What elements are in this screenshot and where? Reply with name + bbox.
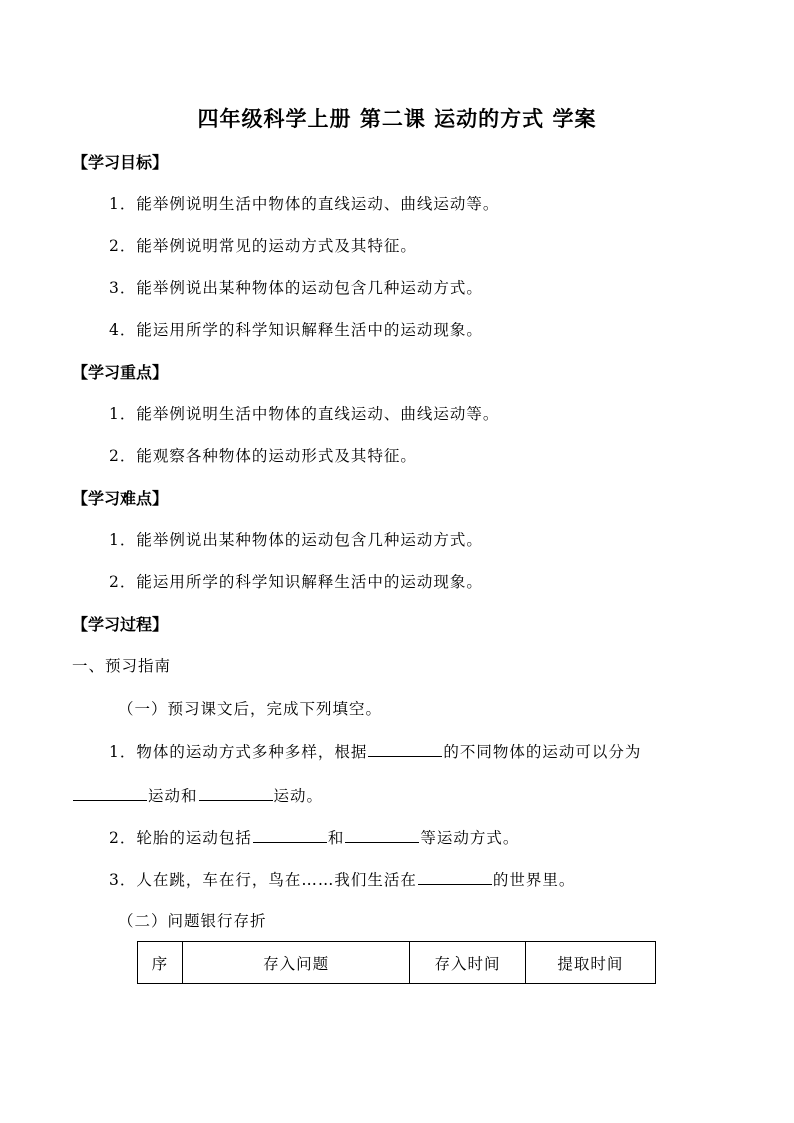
objectives-heading: 【学习目标】 <box>72 153 169 172</box>
objective-item: 1．能举例说明生活中物体的直线运动、曲线运动等。 <box>109 195 500 213</box>
q3-text-b: 的世界里。 <box>492 871 576 889</box>
difficulties-heading: 【学习难点】 <box>72 489 169 508</box>
q1-text-a: 1．物体的运动方式多种多样，根据 <box>109 743 368 761</box>
objective-item: 2．能举例说明常见的运动方式及其特征。 <box>109 237 417 255</box>
table-header-cell: 存入问题 <box>182 942 410 984</box>
key-points-heading: 【学习重点】 <box>72 363 169 382</box>
table-header-cell: 存入时间 <box>410 942 525 984</box>
fill-blank[interactable] <box>345 828 419 843</box>
table-header-cell: 提取时间 <box>525 942 655 984</box>
fill-blank[interactable] <box>253 828 327 843</box>
key-point-item: 2．能观察各种物体的运动形式及其特征。 <box>109 447 417 465</box>
q1-text-b: 的不同物体的运动可以分为 <box>443 743 642 761</box>
key-point-item: 1．能举例说明生活中物体的直线运动、曲线运动等。 <box>109 405 500 423</box>
q3-text-a: 3．人在跳，车在行，鸟在……我们生活在 <box>109 871 417 889</box>
document-title: 四年级科学上册 第二课 运动的方式 学案 <box>197 107 597 131</box>
objective-item: 3．能举例说出某种物体的运动包含几种运动方式。 <box>109 279 483 297</box>
q2-text-c: 等运动方式。 <box>420 829 520 847</box>
question-3 <box>109 868 575 890</box>
process-heading: 【学习过程】 <box>72 615 169 634</box>
question-2 <box>109 826 519 848</box>
sub-section-two-title: （二）问题银行存折 <box>118 912 267 930</box>
fill-blank[interactable] <box>199 786 273 801</box>
difficulty-item: 2．能运用所学的科学知识解释生活中的运动现象。 <box>109 573 483 591</box>
fill-blank[interactable] <box>418 870 492 885</box>
table-header-cell: 序 <box>138 942 183 984</box>
table-header-row <box>138 942 656 984</box>
q2-text-b: 和 <box>327 829 345 847</box>
fill-blank[interactable] <box>368 742 442 757</box>
objective-item: 4．能运用所学的科学知识解释生活中的运动现象。 <box>109 321 483 339</box>
question-1-line-2 <box>72 784 323 806</box>
q1-text-c: 运动和 <box>148 787 198 805</box>
sub-section-one-title: （一）预习课文后，完成下列填空。 <box>118 700 383 718</box>
fill-blank[interactable] <box>73 786 147 801</box>
question-bank-table <box>137 941 656 984</box>
question-1-line-1 <box>109 740 641 762</box>
difficulty-item: 1．能举例说出某种物体的运动包含几种运动方式。 <box>109 531 483 549</box>
q1-text-d: 运动。 <box>273 787 324 805</box>
q2-text-a: 2．轮胎的运动包括 <box>109 829 252 847</box>
part-one-title: 一、预习指南 <box>72 657 172 675</box>
